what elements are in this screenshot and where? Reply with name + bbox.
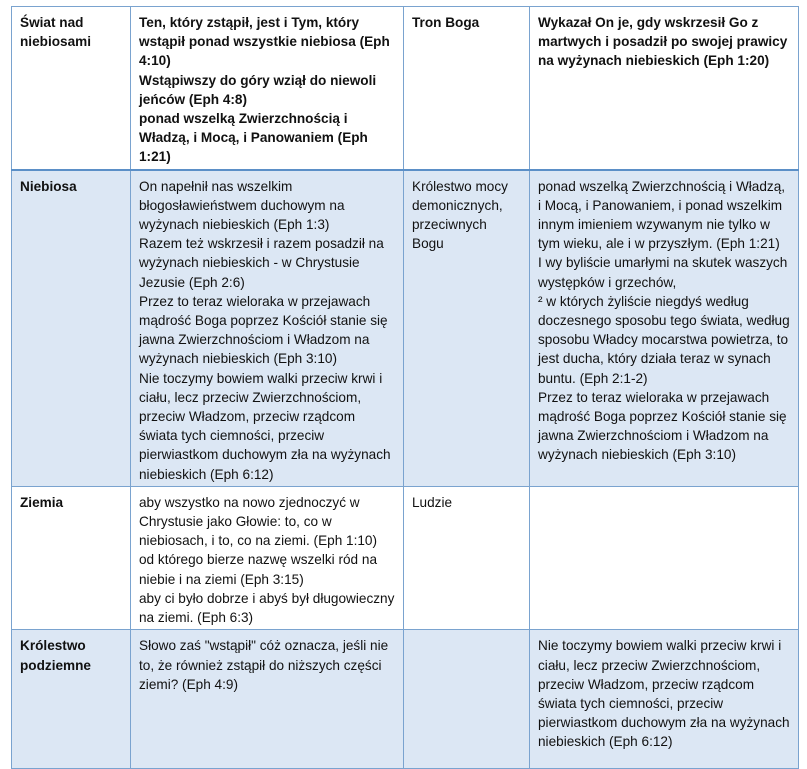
cell-underworld-realm bbox=[404, 630, 530, 769]
comparison-table bbox=[11, 6, 799, 769]
header-cell-ascension: Ten, który zstąpił, jest i Tym, który wstąpił ponad wszystkie niebiosa (Eph 4:10) Wstąpiwszy do góry wziął do niewoli jeńców (Eph 4:8) ponad wszelką Zwierzchnością i Władzą, i Mocą, i Panowaniem (Eph 1:21) bbox=[131, 7, 404, 170]
header-cell-world: Świat nad niebiosami bbox=[12, 7, 131, 170]
cell-heavens-verses: On napełnił nas wszelkim błogosławieństwem duchowym na wyżynach niebieskich (Eph 1:3) Razem też wskrzesił i razem posadził na wyżynach niebieskich - w Chrystusie Jezusie (Eph 2:6) Przez to teraz wieloraka w przejawach mądrość Boga poprzez Kościół stanie się jawna Zwierzchnościom i Władzom na wyżynach niebieskich (Eph 3:10) Nie toczymy bowiem walki przeciw krwi i ciału, lecz przeciw Zwierzchnościom, przeciw Władzom, przeciw rządcom świata tych ciemności, przeciw pierwiastkom duchowym zła na wyżynach niebieskich (Eph 6:12) bbox=[131, 170, 404, 487]
table-row bbox=[12, 630, 799, 769]
cell-earth-powers bbox=[530, 486, 799, 629]
table-header-row bbox=[12, 7, 799, 170]
row-label-heavens: Niebiosa bbox=[12, 170, 131, 487]
header-cell-resurrection: Wykazał On je, gdy wskrzesił Go z martwych i posadził po swojej prawicy na wyżynach niebieskich (Eph 1:20) bbox=[530, 7, 799, 170]
cell-earth-verses: aby wszystko na nowo zjednoczyć w Chrystusie jako Głowie: to, co w niebiosach, i to, co na ziemi. (Eph 1:10) od którego bierze nazwę wszelki ród na niebie i na ziemi (Eph 3:15) aby ci było dobrze i abyś był długowieczny na ziemi. (Eph 6:3) bbox=[131, 486, 404, 629]
cell-earth-realm: Ludzie bbox=[404, 486, 530, 629]
cell-underworld-verses: Słowo zaś "wstąpił" cóż oznacza, jeśli nie to, że również zstąpił do niższych części ziemi? (Eph 4:9) bbox=[131, 630, 404, 769]
header-cell-throne: Tron Boga bbox=[404, 7, 530, 170]
row-label-underworld: Królestwo podziemne bbox=[12, 630, 131, 769]
table-row bbox=[12, 170, 799, 487]
cell-underworld-powers: Nie toczymy bowiem walki przeciw krwi i ciału, lecz przeciw Zwierzchnościom, przeciw Władzom, przeciw rządcom świata tych ciemności, przeciw pierwiastkom duchowym zła na wyżynach niebieskich (Eph 6:12) bbox=[530, 630, 799, 769]
row-label-earth: Ziemia bbox=[12, 486, 131, 629]
cell-heavens-realm: Królestwo mocy demonicznych, przeciwnych Bogu bbox=[404, 170, 530, 487]
cell-heavens-powers: ponad wszelką Zwierzchnością i Władzą, i Mocą, i Panowaniem, i ponad wszelkim innym imieniem wzywanym nie tylko w tym wieku, ale i w przyszłym. (Eph 1:21) I wy byliście umarłymi na skutek waszych występków i grzechów, ² w których żyliście niegdyś według doczesnego sposobu tego świata, według sposobu Władcy mocarstwa powietrza, to jest ducha, który działa teraz w synach buntu. (Eph 2:1-2) Przez to teraz wieloraka w przejawach mądrość Boga poprzez Kościół stanie się jawna Zwierzchnościom i Władzom na wyżynach niebieskich (Eph 3:10) bbox=[530, 170, 799, 487]
table-row bbox=[12, 486, 799, 629]
